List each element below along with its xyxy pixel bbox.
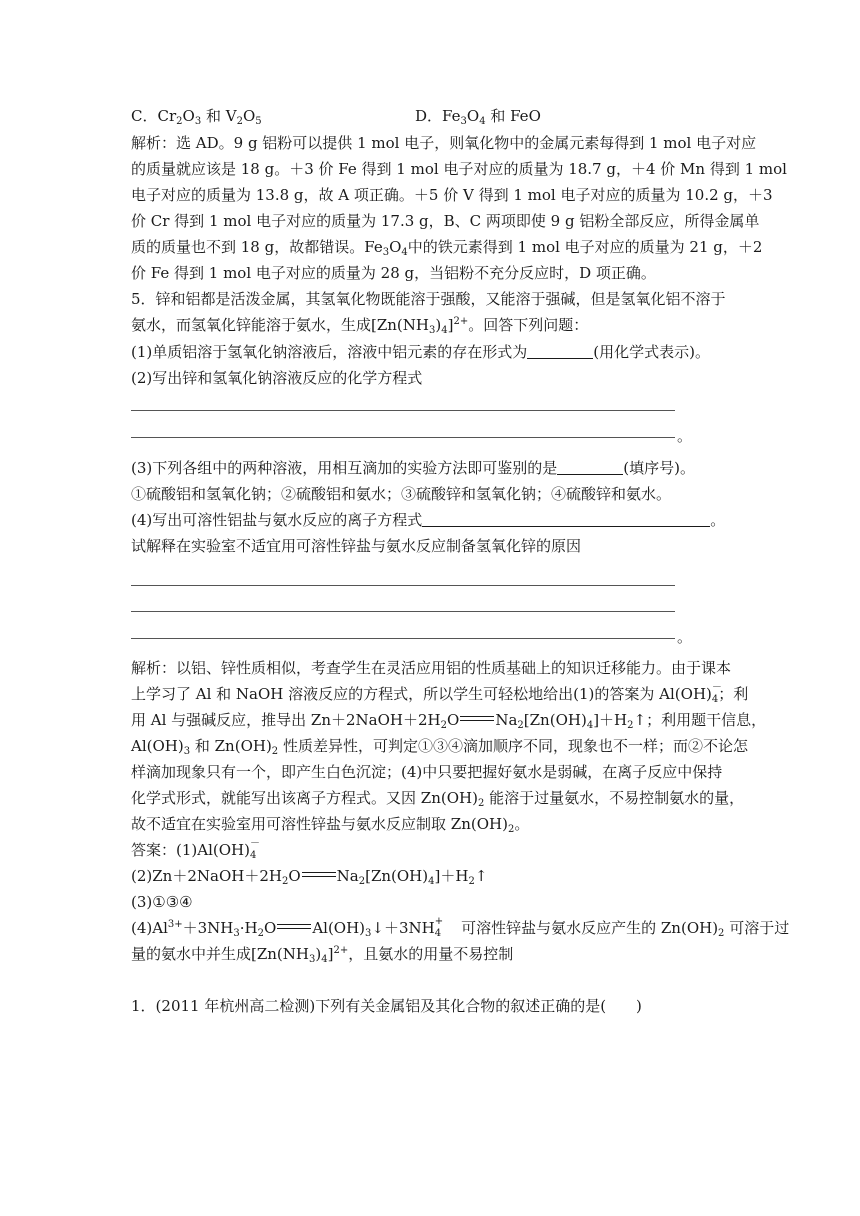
analysis-1-line: 解析：选 AD。9 g 铝粉可以提供 1 mol 电子，则氧化物中的金属元素每得到 1 mol 电子对应: [131, 134, 757, 152]
answer-line[interactable]: [131, 410, 675, 411]
question-5-part-3-options: ①硫酸铝和氢氧化钠；②硫酸铝和氨水；③硫酸锌和氢氧化钠；④硫酸锌和氨水。: [131, 485, 672, 503]
answer-line[interactable]: [131, 611, 675, 612]
question-5-stem: 氨水，而氢氧化锌能溶于氨水，生成$[Zn(NH_3)_4]^{2+}$。回答下列问题：: [131, 316, 589, 336]
next-question-1: 1．(2011 年杭州高二检测)下列有关金属铝及其化合物的叙述正确的是( ): [131, 997, 642, 1015]
analysis-2-line: $Al(OH)_3$ 和 $Zn(OH)_2$ 性质差异性，可判定①③④滴加顺序不同，现象也不一样；而②不论怎: [131, 737, 748, 757]
analysis-1-line: 电子对应的质量为 13.8 g，故 A 项正确。＋5 价 V 得到 1 mol 电子对应的质量为 10.2 g，＋3: [131, 186, 773, 204]
analysis-2-line: 用 Al 与强碱反应，推导出 $Zn+2NaOH+2H_2O$ $Na_2[Zn(OH)_4]+H_2↑$；利用题干信息，: [131, 711, 767, 731]
answer-blank[interactable]: [527, 344, 593, 359]
period-mark: 。: [677, 427, 693, 445]
analysis-2-line: 化学式形式，就能写出该离子方程式。又因 $Zn(OH)_2$ 能溶于过量氨水，不易控制氨水的量，: [131, 789, 745, 809]
option-d: D．$Fe_3O_4$ 和 FeO: [415, 107, 541, 127]
equals-sign: [277, 924, 311, 929]
answer-line[interactable]: [131, 437, 675, 438]
equals-sign: [460, 716, 494, 721]
answer-3: (3)①③④: [131, 893, 193, 911]
analysis-1-line: 的质量就应该是 18 g。＋3 价 Fe 得到 1 mol 电子对应的质量为 18.7 g，＋4 价 Mn 得到 1 mol: [131, 160, 787, 178]
analysis-1-line: 价 Fe 得到 1 mol 电子对应的质量为 28 g，当铝粉不充分反应时，D 项正确。: [131, 264, 656, 282]
analysis-1-line: 价 Cr 得到 1 mol 电子对应的质量为 17.3 g，B、C 两项即使 9 g 铝粉全部反应，所得金属单: [131, 212, 760, 230]
answer-line[interactable]: [131, 638, 675, 639]
period-mark: 。: [677, 628, 693, 646]
answer-1: 答案：$(1)Al(OH)_4$ －: [131, 838, 260, 861]
answer-blank[interactable]: [422, 512, 710, 527]
analysis-2-line: 上学习了 Al 和 NaOH 溶液反应的方程式，所以学生可轻松地给出(1)的答案为 $Al(OH)_4$ － ；利: [131, 682, 749, 705]
question-5-part-2: (2)写出锌和氢氧化钠溶液反应的化学方程式: [131, 369, 423, 387]
answer-line[interactable]: [131, 585, 675, 586]
analysis-2-line: 故不适宜在实验室用可溶性锌盐与氨水反应制取 $Zn(OH)_2$。: [131, 815, 530, 835]
question-5-part-4: (4)写出可溶性铝盐与氨水反应的离子方程式 。: [131, 511, 726, 529]
question-5-stem: 5．锌和铝都是活泼金属，其氢氧化物既能溶于强酸，又能溶于强碱，但是氢氧化铝不溶于: [131, 290, 726, 308]
analysis-2-line: 解析：以铝、锌性质相似，考查学生在灵活应用铝的性质基础上的知识迁移能力。由于课本: [131, 659, 732, 677]
question-5-part-1: (1)单质铝溶于氢氧化钠溶液后，溶液中铝元素的存在形式为 (用化学式表示)。: [131, 343, 710, 361]
equals-sign: [302, 872, 336, 877]
question-5-part-3: (3)下列各组中的两种溶液，用相互滴加的实验方法即可鉴别的是 (填序号)。: [131, 459, 695, 477]
answer-4: $(4)Al^{3+}+3NH_3\cdot H_2O$ $Al(OH)_3↓+3NH_4$ + 可溶性锌盐与氨水反应产生的 $Zn(OH)_2$ 可溶于过: [131, 916, 790, 939]
answer-4-cont: 量的氨水中并生成$[Zn(NH_3)_4]^{2+}$，且氨水的用量不易控制: [131, 945, 514, 965]
analysis-2-line: 样滴加现象只有一个，即产生白色沉淀；(4)中只要把握好氨水是弱碱，在离子反应中保持: [131, 763, 723, 781]
answer-2: $(2)Zn+2NaOH+2H_2O$ $Na_2[Zn(OH)_4]+H_2↑$: [131, 867, 488, 887]
option-c: C．$Cr_2O_3$ 和 $V_2O_5$: [131, 107, 262, 127]
question-5-part-4-reason: 试解释在实验室不适宜用可溶性锌盐与氨水反应制备氢氧化锌的原因: [131, 537, 582, 555]
analysis-1-line: 质的质量也不到 18 g，故都错误。$Fe_3O_4$中的铁元素得到 1 mol 电子对应的质量为 21 g，＋2: [131, 238, 763, 258]
answer-blank[interactable]: [557, 460, 623, 475]
